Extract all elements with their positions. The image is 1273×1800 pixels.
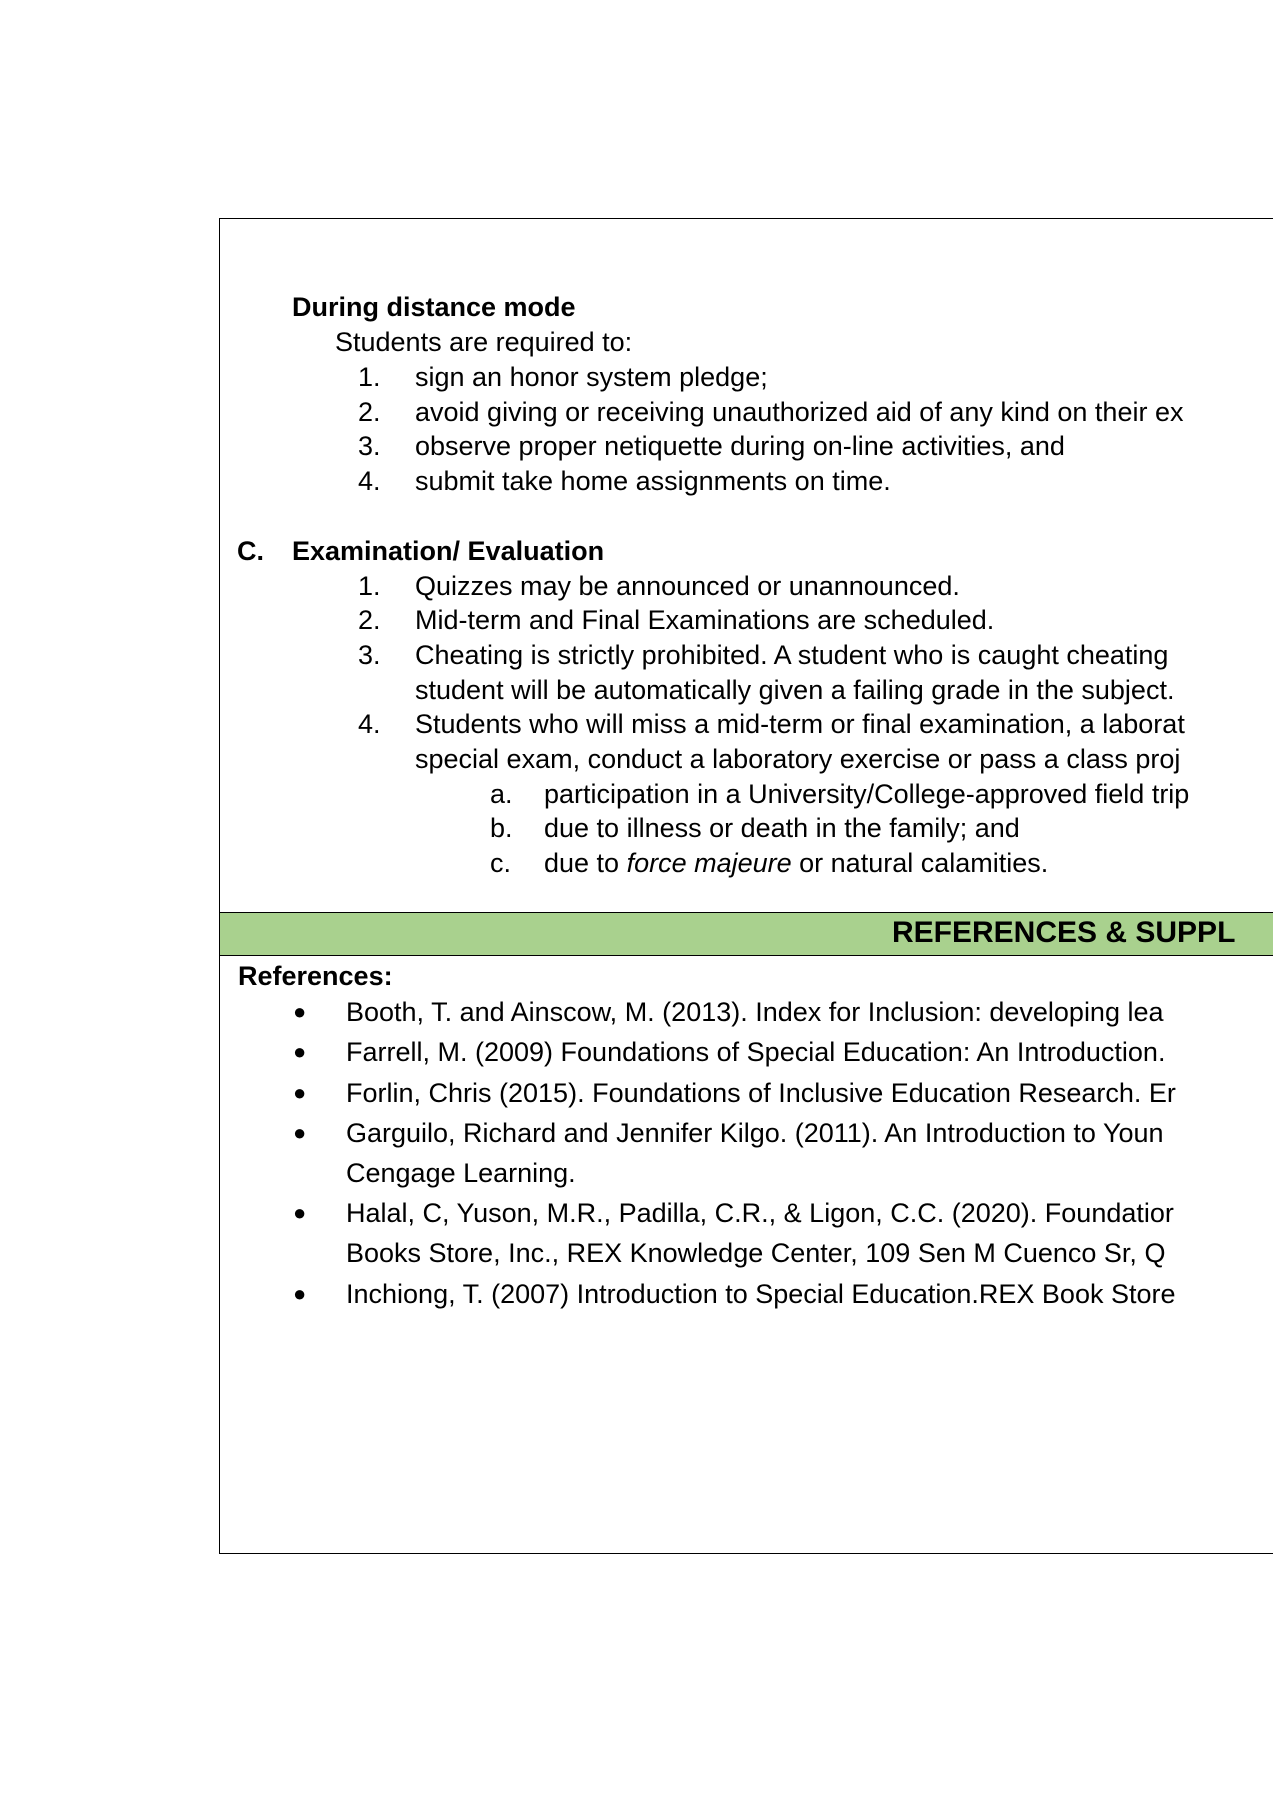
reference-item-continuation: Cengage Learning. bbox=[346, 1158, 576, 1188]
list-item: Students who will miss a mid-term or final examination, a laborat bbox=[415, 709, 1185, 739]
list-number: 1. bbox=[358, 571, 381, 601]
sublist-letter: b. bbox=[490, 813, 513, 843]
section-letter: C. bbox=[237, 536, 264, 566]
list-number: 2. bbox=[358, 605, 381, 635]
list-number: 3. bbox=[358, 640, 381, 670]
reference-item: Garguilo, Richard and Jennifer Kilgo. (2011). An Introduction to Youn bbox=[346, 1118, 1164, 1148]
reference-item: Forlin, Chris (2015). Foundations of Inclusive Education Research. Er bbox=[346, 1078, 1176, 1108]
distance-mode-intro: Students are required to: bbox=[335, 327, 633, 357]
bullet-icon: ● bbox=[293, 1039, 307, 1064]
list-item: Mid-term and Final Examinations are scheduled. bbox=[415, 605, 995, 635]
list-item: submit take home assignments on time. bbox=[415, 466, 891, 496]
references-label: References: bbox=[238, 961, 393, 991]
list-item: sign an honor system pledge; bbox=[415, 362, 768, 392]
sublist-letter: a. bbox=[490, 779, 513, 809]
bullet-icon: ● bbox=[293, 1200, 307, 1225]
sublist-item-text: due to bbox=[544, 848, 627, 878]
reference-item-continuation: Books Store, Inc., REX Knowledge Center, 109 Sen M Cuenco Sr, Q bbox=[346, 1238, 1166, 1268]
list-item-continuation: student will be automatically given a failing grade in the subject. bbox=[415, 675, 1175, 705]
reference-item: Farrell, M. (2009) Foundations of Special Education: An Introduction. bbox=[346, 1037, 1166, 1067]
sublist-item: participation in a University/College-approved field trip bbox=[544, 779, 1190, 809]
reference-item: Booth, T. and Ainscow, M. (2013). Index for Inclusion: developing lea bbox=[346, 997, 1164, 1027]
list-item: Cheating is strictly prohibited. A student who is caught cheating bbox=[415, 640, 1169, 670]
list-item-continuation: special exam, conduct a laboratory exercise or pass a class proj bbox=[415, 744, 1181, 774]
sublist-item-italic-text: force majeure bbox=[626, 848, 792, 878]
reference-item: Halal, C, Yuson, M.R., Padilla, C.R., & Ligon, C.C. (2020). Foundatior bbox=[346, 1198, 1174, 1228]
list-number: 3. bbox=[358, 431, 381, 461]
list-number: 1. bbox=[358, 362, 381, 392]
list-item: Quizzes may be announced or unannounced. bbox=[415, 571, 960, 601]
distance-mode-heading: During distance mode bbox=[292, 292, 576, 322]
sublist-item-text: or natural calamities. bbox=[791, 848, 1049, 878]
sublist-item bbox=[544, 846, 1048, 880]
list-item: avoid giving or receiving unauthorized aid of any kind on their ex bbox=[415, 397, 1184, 427]
list-number: 2. bbox=[358, 397, 381, 427]
list-item: observe proper netiquette during on-line activities, and bbox=[415, 431, 1065, 461]
bullet-icon: ● bbox=[293, 1080, 307, 1105]
list-number: 4. bbox=[358, 466, 381, 496]
list-number: 4. bbox=[358, 709, 381, 739]
sublist-item: due to illness or death in the family; and bbox=[544, 813, 1020, 843]
bullet-icon: ● bbox=[293, 1120, 307, 1145]
reference-item: Inchiong, T. (2007) Introduction to Special Education.REX Book Store bbox=[346, 1279, 1176, 1309]
bullet-icon: ● bbox=[293, 1281, 307, 1306]
exam-heading: Examination/ Evaluation bbox=[292, 536, 605, 566]
bullet-icon: ● bbox=[293, 999, 307, 1024]
references-section-title: REFERENCES & SUPPL bbox=[892, 916, 1236, 949]
sublist-letter: c. bbox=[490, 848, 512, 878]
